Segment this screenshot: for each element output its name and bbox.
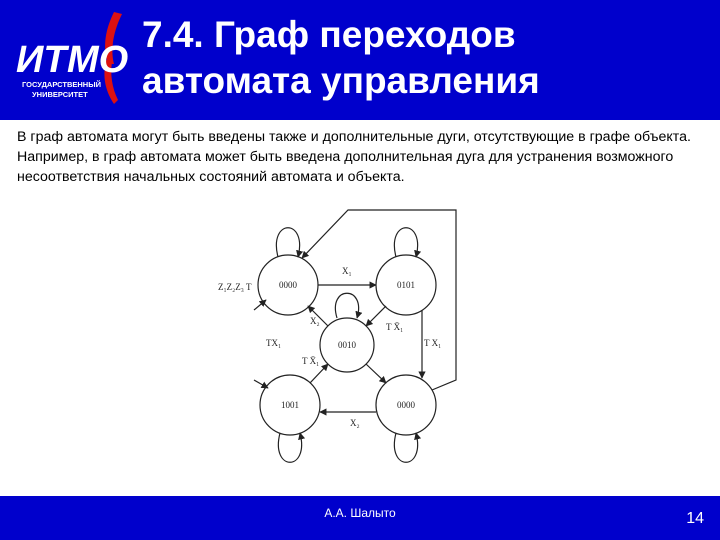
footer-author: А.А. Шалыто xyxy=(324,506,396,520)
state-top-right-code: 0101 xyxy=(397,280,415,290)
title-line-1: 7.4. Граф переходов xyxy=(142,14,516,55)
label-x1-top: X₁ xyxy=(342,266,352,276)
edge-initial-bottom-left xyxy=(254,380,268,388)
logo-subtitle-line2: УНИВЕРСИТЕТ xyxy=(32,90,88,99)
self-loop-bottom-right xyxy=(394,433,417,462)
itmo-logo xyxy=(10,8,135,110)
self-loop-top-right xyxy=(394,228,417,257)
self-loop-bottom-left xyxy=(278,433,301,462)
label-t-x1-bottom: T X̄₁ xyxy=(302,356,320,366)
self-loop-center xyxy=(335,293,358,318)
label-x2-bottom: X₂ xyxy=(350,418,360,428)
logo-subtitle-line1: ГОСУДАРСТВЕННЫЙ xyxy=(22,80,101,89)
transition-graph xyxy=(210,200,490,490)
label-tx1-far-right: T X₁ xyxy=(424,338,442,348)
edge-top-right-to-center xyxy=(366,306,386,326)
title-line-2: автомата управления xyxy=(142,60,540,101)
page-number: 14 xyxy=(686,510,704,527)
label-z: Z₁Z₂Z₃ T xyxy=(218,282,252,292)
edge-bottom-left-to-center xyxy=(310,364,328,383)
label-t-x1-right: T X̄₁ xyxy=(386,322,404,332)
edge-additional-arc xyxy=(302,210,456,390)
state-top-left-code: 0000 xyxy=(279,280,297,290)
label-x2-diag: X₂ xyxy=(310,316,320,326)
state-center-code: 0010 xyxy=(338,340,356,350)
body-paragraph: В граф автомата могут быть введены также и дополнительные дуги, отсутствующие в графе объекта. Например, в граф автомата может быть введена дополнительная дуга для устранения возможного несоответствия начальных состояний автомата и объекта. xyxy=(17,129,691,185)
state-bottom-right-code: 0000 xyxy=(397,400,415,410)
label-tx1-left: TX₁ xyxy=(266,338,282,348)
self-loop-top-left xyxy=(276,228,299,257)
edge-initial-top-left xyxy=(254,300,266,310)
edge-center-to-bottom-right xyxy=(366,364,386,383)
state-bottom-left-code: 1001 xyxy=(281,400,299,410)
footer-bar xyxy=(0,496,720,540)
header-bar xyxy=(0,0,720,120)
logo-text: ИТМО xyxy=(16,39,129,81)
slide-title xyxy=(142,12,712,104)
